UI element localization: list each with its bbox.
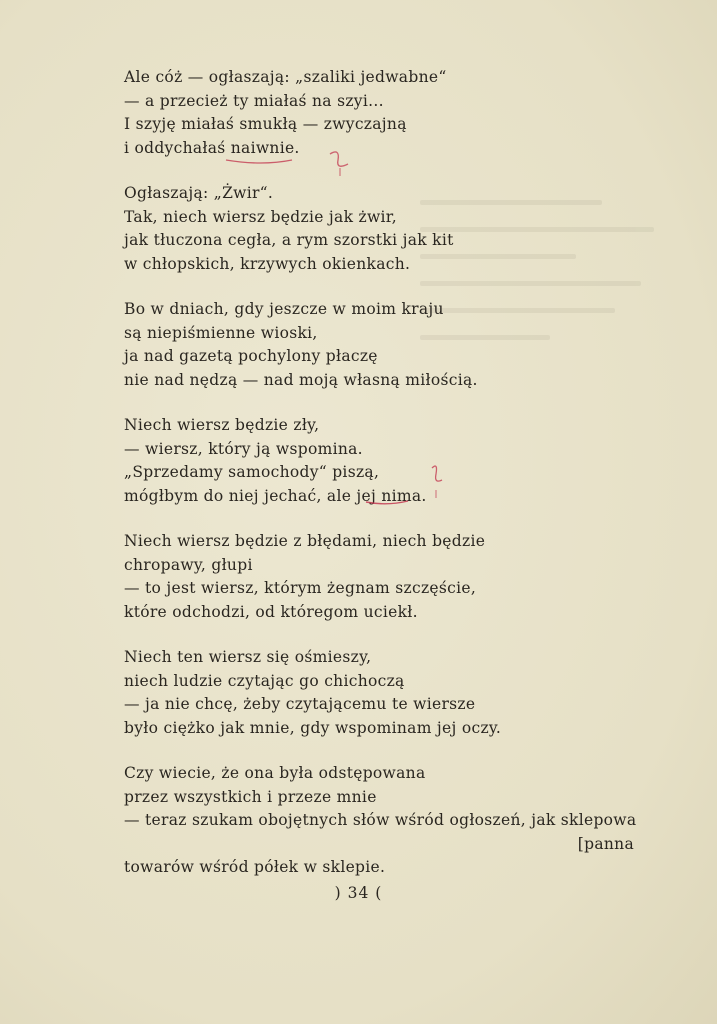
poem-line: Bo w dniach, gdy jeszcze w moim kraju — [124, 300, 444, 318]
stanza-final — [124, 762, 644, 880]
poem-line: są niepiśmienne wioski, — [124, 323, 318, 342]
poem-line: nie nad nędzą — nad moją własną miłością. — [124, 370, 478, 389]
poem-line: I szyję miałaś smukłą — zwyczajną — [124, 115, 407, 133]
poem-line: które odchodzi, od któregom uciekł. — [124, 602, 418, 621]
poem-line: — ja nie chcę, żeby czytającemu te wiersze — [124, 695, 476, 713]
poem-line: Ogłaszają: „Żwir“. — [124, 184, 274, 202]
poem-line: jak tłuczona cegła, a rym szorstki jak kit — [124, 231, 454, 249]
poem-line: Niech ten wiersz się ośmieszy, — [124, 648, 372, 666]
poem-line: mógłbym do niej jechać, ale jej nima. — [124, 486, 427, 505]
poem-line: przez wszystkich i przeze mnie — [124, 787, 377, 806]
stanza — [124, 298, 644, 392]
stanza — [124, 530, 644, 624]
poem-line: — to jest wiersz, którym żegnam szczęście, — [124, 579, 477, 597]
poem-line: Ale cóż — ogłaszają: „szaliki jedwabne“ — [124, 68, 447, 86]
poem-line: — a przecież ty miałaś na szyi... — [124, 91, 384, 110]
poem-line: było ciężko jak mnie, gdy wspominam jej oczy. — [124, 718, 502, 737]
poem — [124, 66, 644, 902]
page-number: ) 34 ( — [334, 884, 383, 902]
poem-line: chropawy, głupi — [124, 555, 253, 574]
stanza — [124, 66, 644, 160]
poem-line: — teraz szukam obojętnych słów wśród ogłoszeń, jak sklepowa — [124, 811, 637, 829]
stanza — [124, 414, 644, 508]
poem-line: Czy wiecie, że ona była odstępowana — [124, 764, 426, 782]
poem-line: Niech wiersz będzie z błędami, niech będzie — [124, 532, 486, 550]
stanza — [124, 646, 644, 740]
poem-line: Tak, niech wiersz będzie jak żwir, — [124, 207, 398, 226]
poem-line: towarów wśród półek w sklepie. — [124, 858, 386, 876]
poem-line: ja nad gazetą pochylony płaczę — [124, 347, 378, 365]
poem-line: i oddychałaś naiwnie. — [124, 138, 300, 157]
wrapped-word: [panna — [577, 834, 634, 853]
poem-line: niech ludzie czytając go chichoczą — [124, 671, 405, 690]
poem-line: — wiersz, który ją wspomina. — [124, 439, 363, 458]
stanza — [124, 182, 644, 276]
poem-line: „Sprzedamy samochody“ piszą, — [124, 463, 380, 481]
poem-line: Niech wiersz będzie zły, — [124, 416, 320, 434]
poem-line: w chłopskich, krzywych okienkach. — [124, 254, 411, 273]
